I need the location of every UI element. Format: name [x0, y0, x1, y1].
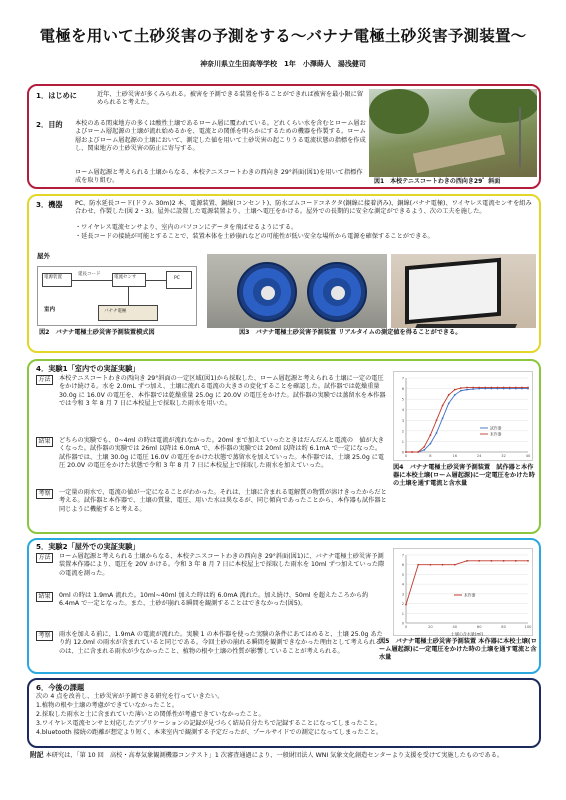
schematic-electrode-label: バナナ電極 — [104, 309, 127, 314]
device-schematic — [37, 266, 197, 326]
footnote-text: 本研究は、「第 10 回 高校・高専気象観測機器コンテスト」1 次審査通過により、一般財団法人 WNI 気象文化創造センターより支援を受けて実施したものである。 — [45, 752, 504, 759]
data-point — [466, 389, 468, 391]
data-point — [472, 388, 474, 390]
footnote-label: 附記 — [30, 751, 44, 759]
section-3-bullet-1: ・ワイヤレス電流センサより、室内のパソコンにデータを飛ばせるようにする。 — [75, 224, 298, 231]
section-experiment-1 — [27, 359, 541, 534]
figure-1-caption: 図1 本校テニスコートわきの西向き29゜斜面 — [374, 178, 501, 185]
legend-label: 試作器 — [490, 425, 502, 431]
y-tick-label: 6 — [401, 563, 404, 568]
data-point — [503, 560, 505, 562]
data-point — [472, 387, 474, 389]
indoor-label: 室内 — [44, 307, 56, 313]
poster-title: 電極を用いて土砂災害の予測をする～バナナ電極土砂災害予測装置～ — [39, 27, 527, 45]
section-2-text-2: ローム層起源と考えられる土壌からなる、本校テニスコートわきの西向き 29°斜面(図1)を用いて指標作成を取り組む。 — [75, 169, 363, 185]
data-point — [430, 564, 432, 566]
data-point — [442, 405, 444, 407]
x-tick-label: 60 — [476, 625, 482, 629]
result-tag: 結果 — [36, 437, 53, 447]
laptop-readout-photo — [391, 254, 536, 328]
data-point — [442, 564, 444, 566]
data-point — [515, 387, 517, 389]
data-point — [423, 449, 425, 451]
legend-label: 本作器 — [490, 431, 502, 437]
section-1-text: 近年、土砂災害が多くみられる。被害を予測できる装置を作ることができれば被害を最小限に留められると考えた。 — [97, 91, 364, 107]
y-tick-label: 1 — [401, 611, 404, 616]
discussion-tag-2: 考察 — [36, 631, 53, 641]
experiment-2-method: ローム層起源と考えられる土壌からなる、本校テニスコートわきの西向き 29°斜面(図1)に、バナナ電極土砂災害予測装置本作器により、電圧を 20V かける。令和 3 年 8 月 7 日に本校屋上で採取した雨水を 10ml ずつ加えていった際の電流を測った。 — [59, 553, 385, 577]
section-experiment-2 — [27, 538, 541, 674]
y-tick-label: 7 — [401, 553, 404, 558]
x-tick-label: 0 — [404, 454, 408, 458]
y-tick-label: 5 — [401, 572, 404, 577]
y-tick-label: 0 — [401, 621, 404, 626]
experiment-1-method: 本校テニスコートわきの西向き 29°斜面の一定区域(図1)から採取した、ローム層起源と考えられる土壌に一定の電圧をかけ続ける。水を 2.0mL ずつ加え、土壌に流れる電流の大きさの変化することを確認した。試作器では乾燥重量 30.0g に 16.0V の電圧を、本作器では乾燥重量 25.0g に 20.0V の電圧をかけた。試作器の実験では蒸留水を本作器では令和 3 年 8 月 7 日に本校屋上で採取した雨水を用いた。 — [59, 375, 386, 407]
figure-3-caption: 図3 バナナ電極土砂災害予測装置 リアルタイムの測定値を得ることができる。 — [239, 329, 462, 336]
data-point — [460, 387, 462, 389]
data-point — [527, 387, 529, 389]
data-point — [417, 564, 419, 566]
data-point — [405, 604, 407, 606]
section-2-text: 本校のある関東地方の多くは酸性土壌であるローム層に覆われている。どれくらい水を含むとローム層およびローム層起源の土壌が流れ始めるかを、電流との関係を明らかにするための機器を作製する。ローム層およびローム層起源の土壌において、測定した値を用いて土砂災害の起こりうる電流状態の指標を作成し、関東地方の土砂災害の防止に寄与する。 — [75, 120, 366, 152]
data-point — [448, 394, 450, 396]
data-point — [491, 387, 493, 389]
data-point — [466, 560, 468, 562]
footnote — [30, 751, 540, 760]
y-tick-label: 7 — [401, 376, 404, 381]
legend-label: 本作器 — [464, 592, 476, 598]
x-tick-label: 100 — [524, 625, 532, 629]
series-line-0 — [406, 561, 528, 605]
data-point — [454, 564, 456, 566]
chart-2-svg — [394, 549, 534, 637]
x-tick-label: 40 — [525, 454, 531, 458]
figure-5-caption: 図5 バナナ電極土砂災害予測装置 本作器に本校土壌(ローム層起源)に一定電圧をかけた時の土壌を通す電流と含水量 — [379, 638, 537, 662]
outdoor-label: 屋外 — [37, 252, 50, 260]
section-6-heading: 6．今後の課題 — [36, 683, 85, 692]
x-tick-label: 0 — [404, 625, 408, 629]
section-equipment — [27, 194, 541, 353]
chart-axes — [406, 555, 528, 623]
figure-2-caption: 図2 バナナ電極土砂災害予測装置模式図 — [39, 329, 155, 336]
data-point — [503, 387, 505, 389]
data-point — [430, 443, 432, 445]
future-item-4: 4.bluetooth 接続の距離が想定より短く、本来室内で観測する予定だったが、プールサイドでの測定になってしまったこと。 — [36, 729, 383, 736]
experiment-1-discussion: 一定量の雨水で、電流の値が一定になることがわかった。それは、土壌に含まれる電解質の物質が溶けきったからだと考える。試作器と本作器で、土壌の質量、電圧、用いた水は異なるが、同じ傾向であったことから、本作器も試作器と同じように機能すると考える。 — [59, 489, 387, 513]
x-tick-label: 8 — [429, 454, 432, 458]
data-point — [521, 387, 523, 389]
section-1-heading: 1．はじめに — [36, 91, 77, 100]
y-tick-label: 0 — [401, 450, 404, 455]
y-tick-label: 5 — [401, 397, 404, 402]
data-point — [405, 451, 407, 453]
schematic-cord-label: 延長コード — [78, 272, 101, 277]
experiment-2-result: 0ml の時は 1.9mA 流れた。10ml~40ml 加えた時は約 6.0mA 流れた。加え続け、50ml を超えたころから約 6.4mA で一定となった。また、土砂が崩れる瞬間を観測することはできなかった(図5)。 — [59, 592, 369, 608]
y-tick-label: 2 — [401, 429, 404, 434]
method-tag-2: 方法 — [36, 553, 53, 563]
data-point — [491, 560, 493, 562]
poster-authors: 神奈川県立生田高等学校 1年 小澤蒔人 湯浅健司 — [200, 60, 366, 68]
y-tick-label: 4 — [401, 408, 404, 413]
data-point — [448, 402, 450, 404]
section-2-heading: 2．目的 — [36, 120, 63, 129]
x-tick-label: 24 — [476, 454, 482, 458]
figure-4-caption: 図4 バナナ電極土砂災害予測装置 試作器と本作器に本校土壌(ローム層起源)に一定電圧をかけた時の土壌を通す電流と含水量 — [393, 464, 535, 488]
data-point — [509, 387, 511, 389]
data-point — [411, 451, 413, 453]
data-point — [442, 417, 444, 419]
experiment-2-discussion: 雨水を加える前に、1.9mA の電流が流れた。実験 1 の本作器を使った実験の条件にあてはめると、土壌 25.0g あたり約 12.0ml の雨水が含まれていると同じである。今回土砂の崩れる瞬間を観測できなかった理由として考えられるのは、土に含まれる雨水が少なかったこと、植物の根や土壌の性質が影響していることが考えられる。 — [59, 631, 383, 655]
data-point — [478, 387, 480, 389]
data-point — [417, 451, 419, 453]
future-item-3: 3.ワイヤレス電流センサと対応したアプリケーションの記録が見づらく結局自分たちで記録することになってしまったこと。 — [36, 720, 382, 727]
data-point — [436, 419, 438, 421]
section-3-bullet-2: ・延長コードの接続が可能とすることで、装置本体を土砂崩れなどの可能性が低い安全な場所から電源を確保することができる。 — [75, 233, 434, 240]
section-4-heading: 4．実験1「室内での実証実験」 — [36, 364, 140, 373]
y-tick-label: 2 — [401, 602, 404, 607]
experiment-1-result: どちらの実験でも、0~4ml の時は電流が流れなかった。20ml まで加えていったときはだんだんと電流の 値が大きくなった。試作器の実験では 26ml 以降は 6.0mA で、本作器の実験では 20ml 以降は約 6.1mA で一定になった。試作器では、土壌 30.0g に電圧 16.0V の電圧をかけた状態で蒸留水を加えていった。本作器では、土壌 25.0g に電圧 20.0V の電圧をかけた状態で令和 3 年 8 月 7 日に本校屋上で採取した雨水を加えていった。 — [59, 437, 385, 469]
y-tick-label: 3 — [401, 418, 404, 423]
data-point — [430, 434, 432, 436]
chart-experiment-1 — [393, 371, 533, 461]
y-tick-label: 1 — [401, 439, 404, 444]
x-tick-label: 40 — [452, 625, 458, 629]
chart-experiment-2 — [393, 548, 533, 636]
data-point — [466, 387, 468, 389]
section-3-heading: 3．機器 — [36, 200, 63, 209]
y-tick-label: 3 — [401, 592, 404, 597]
data-point — [454, 389, 456, 391]
x-axis-label: 土壌の含水量(ml) — [450, 631, 484, 637]
section-intro-purpose — [27, 84, 541, 189]
section-3-text: PC、防水延長コード(ドラム 30m)2 本、電源装置、銅線(コンセント)、防水ゴムコードコネクタ(銅線に接着済み)、銅線(バナナ電極)、ワイヤレス電流センサを組み合わせ、作製した(図 2・3)。屋外に設置した電源装置より、土壌へ電圧をかける。屋外での長期的に安全な測定ができるよう、次の工夫を施した。 — [75, 200, 532, 216]
result-tag-2: 結果 — [36, 592, 53, 602]
data-point — [515, 560, 517, 562]
data-point — [436, 432, 438, 434]
slope-photo — [369, 89, 537, 177]
cable-reels-photo — [207, 254, 387, 328]
series-line-1 — [406, 388, 528, 452]
y-tick-label: 4 — [401, 582, 404, 587]
future-intro: 次の 4 点を改善し、土砂災害が予測できる研究を行っていきたい。 — [36, 693, 224, 700]
data-point — [497, 387, 499, 389]
data-point — [454, 394, 456, 396]
data-point — [478, 560, 480, 562]
future-item-2: 2.採取した雨水と土に含まれていた薄いとの関係性が考慮できていなかったこと。 — [36, 711, 265, 718]
x-tick-label: 80 — [501, 625, 506, 629]
y-tick-label: 6 — [401, 387, 404, 392]
data-point — [484, 387, 486, 389]
data-point — [460, 390, 462, 392]
x-tick-label: 32 — [501, 454, 506, 458]
method-tag: 方法 — [36, 375, 53, 385]
x-tick-label: 16 — [452, 454, 458, 458]
x-tick-label: 20 — [428, 625, 433, 629]
schematic-sensor-label: 電流センサ — [114, 275, 137, 280]
schematic-power-label: 電源装置 — [44, 275, 62, 280]
data-point — [527, 560, 529, 562]
section-5-heading: 5．実験2「屋外での実証実験」 — [36, 542, 140, 551]
discussion-tag: 考察 — [36, 489, 53, 499]
chart-1-svg — [394, 372, 534, 462]
section-future-work — [27, 678, 541, 748]
data-point — [423, 446, 425, 448]
schematic-pc-label: PC — [174, 276, 180, 281]
future-item-1: 1.植物の根や土壌の考慮ができていなかったこと。 — [36, 702, 179, 709]
